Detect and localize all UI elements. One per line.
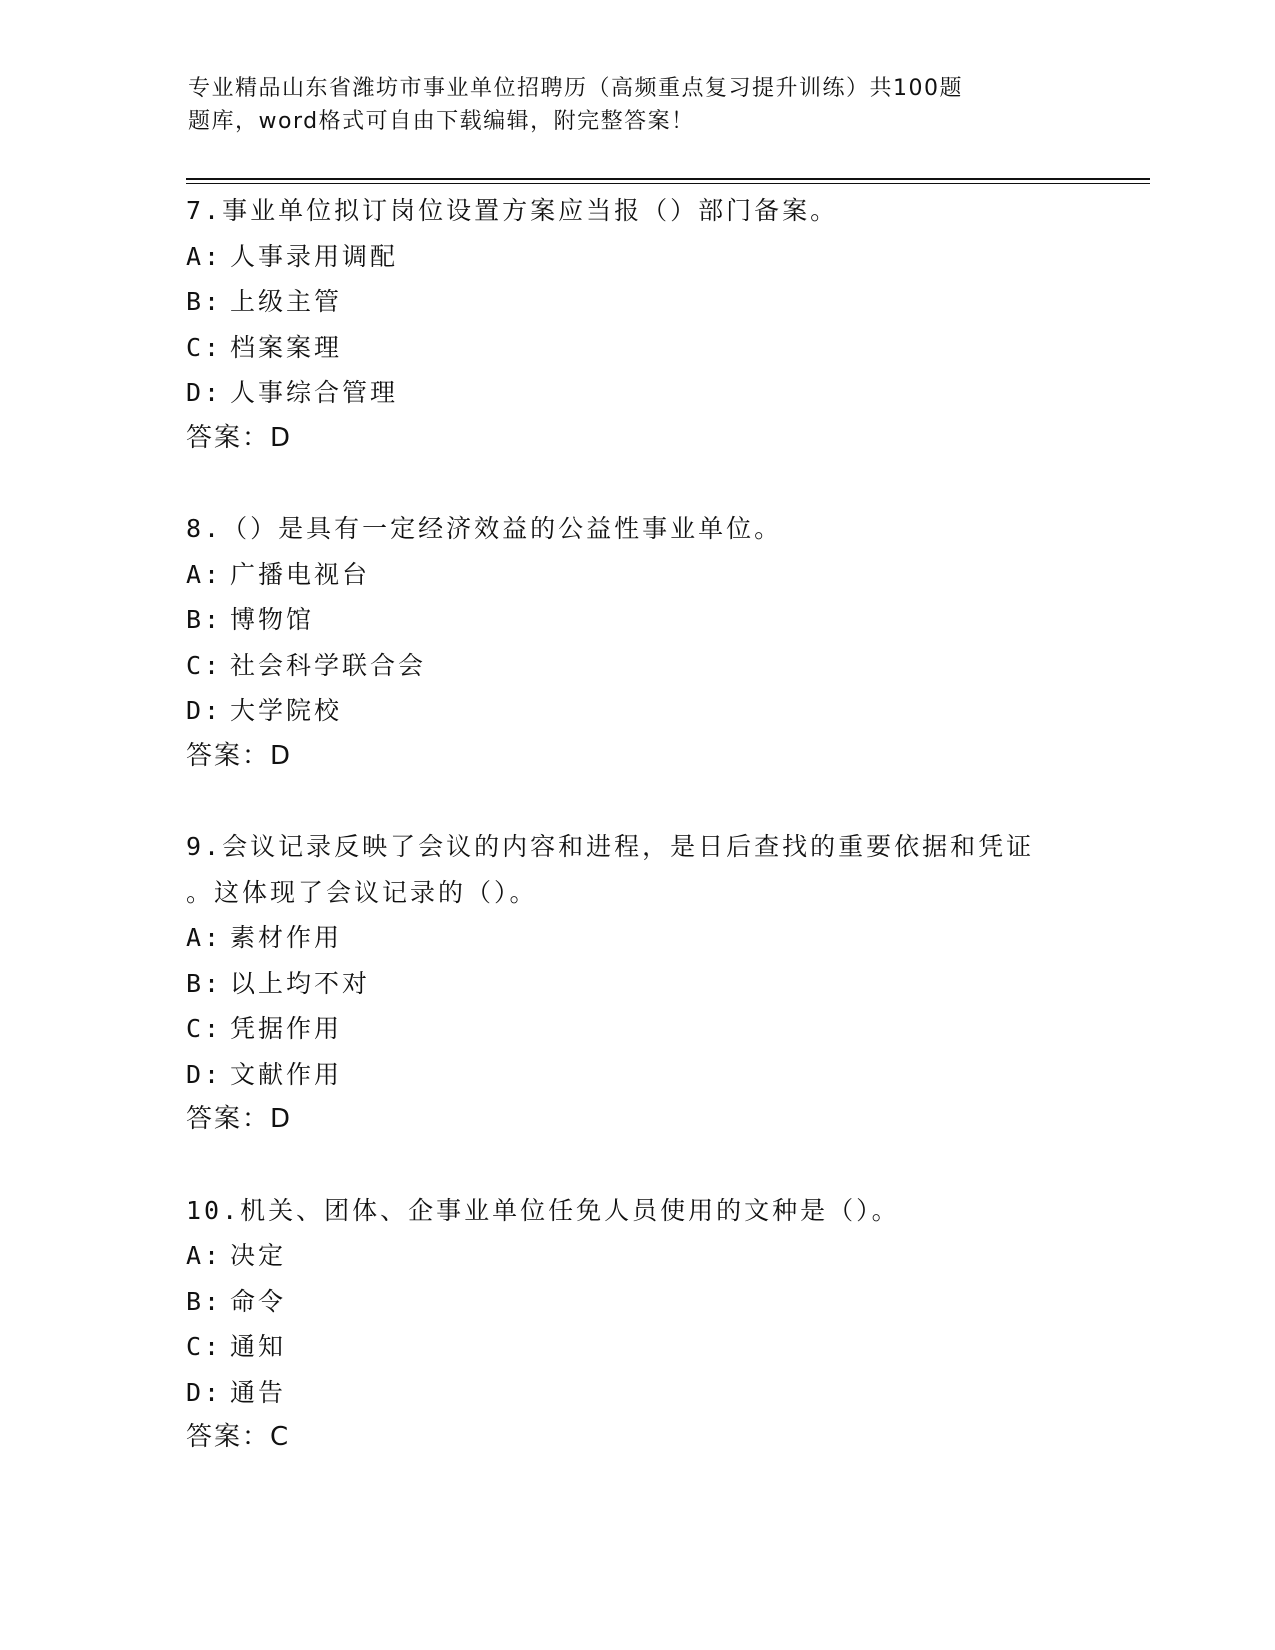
option-text: 素材作用 <box>230 923 343 952</box>
option-text: 大学院校 <box>230 696 343 725</box>
option-letter: B: <box>186 968 223 998</box>
option-item <box>186 915 1086 961</box>
question-text: 7.事业单位拟订岗位设置方案应当报（）部门备案。 <box>186 196 839 225</box>
option-text: 通告 <box>230 1377 287 1407</box>
option-item <box>186 552 1086 598</box>
option-item <box>186 1324 1086 1370</box>
option-letter: D: <box>186 1377 223 1407</box>
option-item <box>186 279 1086 325</box>
option-text: 广播电视台 <box>230 559 371 589</box>
option-letter: C: <box>186 650 223 680</box>
option-letter: C: <box>186 1332 223 1361</box>
option-letter: A: <box>186 923 223 952</box>
option-item <box>186 234 1086 280</box>
header-divider-bottom <box>186 183 1150 184</box>
option-letter: B: <box>186 287 223 316</box>
question-block <box>186 1188 1086 1461</box>
option-letter: D: <box>186 378 223 407</box>
answer-text: 答案：D <box>186 1104 293 1134</box>
option-letter: D: <box>186 696 223 725</box>
question-text: 10.机关、团体、企事业单位任免人员使用的文种是（）。 <box>186 1195 900 1225</box>
answer-text: 答案：D <box>186 422 293 453</box>
question-block <box>186 506 1086 779</box>
option-item <box>186 961 1086 1007</box>
option-item <box>186 597 1086 643</box>
option-text: 凭据作用 <box>230 1014 343 1043</box>
option-text: 上级主管 <box>230 287 343 316</box>
question-text: 8.（）是具有一定经济效益的公益性事业单位。 <box>186 514 783 543</box>
option-text: 社会科学联合会 <box>230 650 427 680</box>
option-item <box>186 688 1086 734</box>
header-line-2: 题库，word格式可自由下载编辑，附完整答案！ <box>188 109 695 134</box>
option-item <box>186 1006 1086 1052</box>
option-item <box>186 1233 1086 1279</box>
option-letter: B: <box>186 605 223 634</box>
option-item <box>186 1279 1086 1325</box>
option-letter: B: <box>186 1286 223 1316</box>
question-text: 9.会议记录反映了会议的内容和进程，是日后查找的重要依据和凭证 <box>186 832 1035 861</box>
document-header <box>188 72 1028 138</box>
option-text: 以上均不对 <box>230 968 371 998</box>
option-letter: A: <box>186 559 223 589</box>
header-divider-top <box>186 178 1150 180</box>
option-letter: A: <box>186 241 223 271</box>
option-text: 通知 <box>230 1332 287 1361</box>
option-text: 人事录用调配 <box>230 241 399 271</box>
option-text: 决定 <box>230 1241 287 1270</box>
option-letter: D: <box>186 1059 223 1089</box>
question-list <box>186 188 1086 1506</box>
option-text: 命令 <box>230 1286 287 1316</box>
option-text: 文献作用 <box>230 1059 343 1089</box>
question-text: 。这体现了会议记录的（）。 <box>186 877 538 907</box>
answer-text: 答案：D <box>186 740 293 771</box>
option-item <box>186 643 1086 689</box>
option-letter: C: <box>186 1014 223 1043</box>
answer-text: 答案：C <box>186 1422 291 1452</box>
option-item <box>186 1370 1086 1416</box>
option-text: 博物馆 <box>230 605 315 634</box>
option-letter: A: <box>186 1241 223 1270</box>
option-item <box>186 370 1086 416</box>
option-item <box>186 325 1086 371</box>
option-text: 人事综合管理 <box>230 378 399 407</box>
option-item <box>186 1052 1086 1098</box>
question-block <box>186 188 1086 461</box>
option-text: 档案案理 <box>230 332 343 362</box>
header-line-1: 专业精品山东省潍坊市事业单位招聘历（高频重点复习提升训练）共100题 <box>188 76 963 101</box>
option-letter: C: <box>186 332 223 362</box>
question-block <box>186 824 1086 1143</box>
